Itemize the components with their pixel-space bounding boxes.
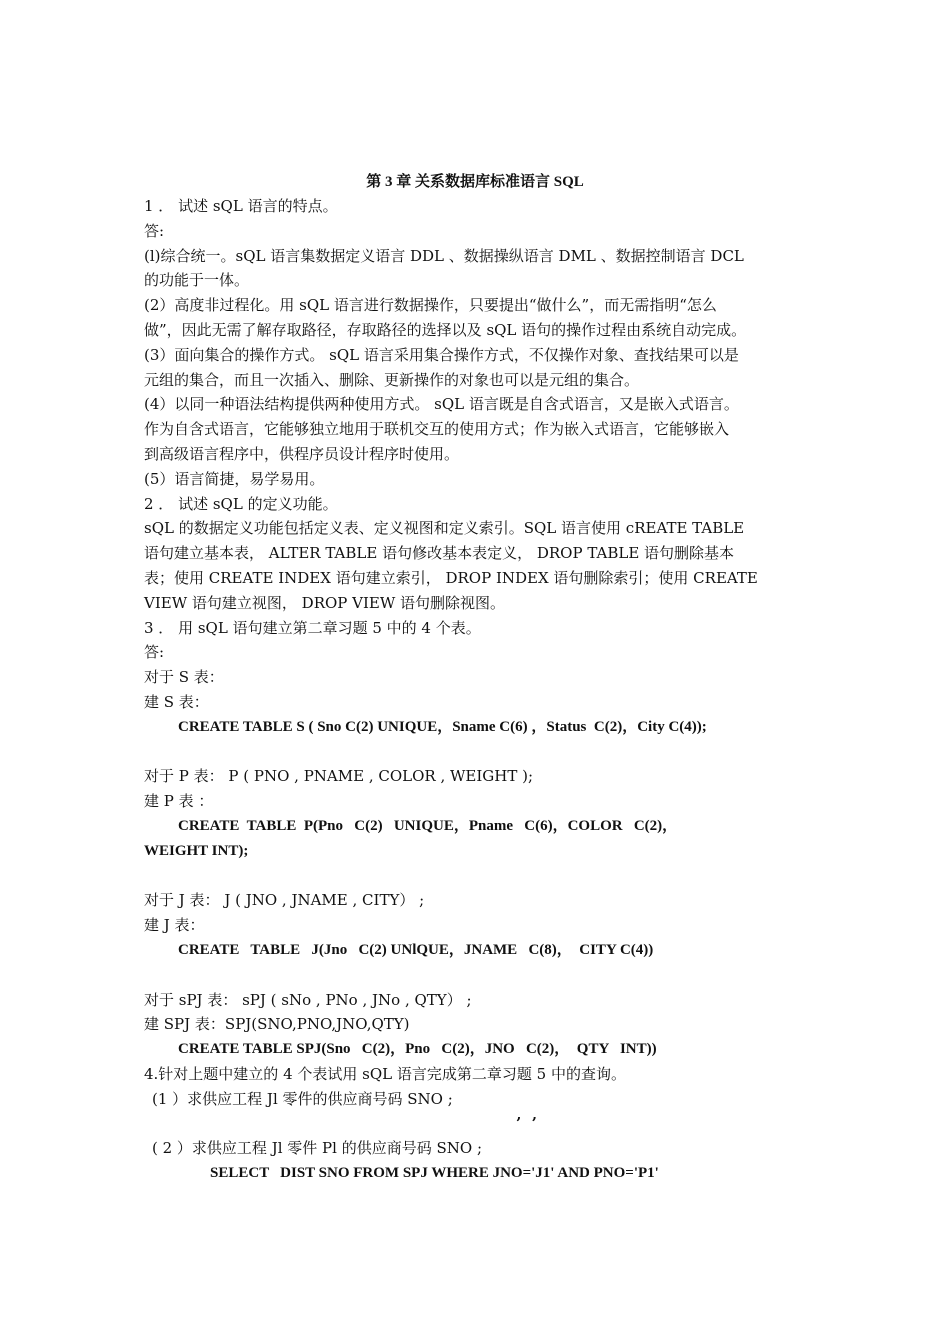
table-j-create-label: 建 J 表：	[144, 916, 205, 935]
table-spj-create-label: 建 SPJ 表：SPJ(SNO,PNO,JNO,QTY)	[144, 1015, 410, 1034]
paragraph-line: 表；使用 CREATE INDEX 语句建立索引， DROP INDEX 语句删除索引；使用 CREATE	[144, 568, 758, 587]
blank-line	[144, 963, 810, 988]
sql-select-query-2: SELECT DIST SNO FROM SPJ WHERE JNO='J1' AND PNO='P1'	[210, 1165, 659, 1182]
table-p-heading: 对于 P 表： P ( PNO , PNAME , COLOR , WEIGHT );	[144, 767, 534, 786]
paragraph-line: (2）高度非过程化。用 sQL 语言进行数据操作，只要提出“做什么”，而无需指明“怎么	[144, 296, 717, 315]
sql-create-j: CREATE TABLE J(Jno C(2) UNlQUE，JNAME C(8)， CITY C(4))	[178, 941, 654, 958]
answer-label: 答:	[144, 221, 165, 240]
table-s-heading: 对于 S 表：	[144, 668, 224, 687]
paragraph-line: 作为自含式语言，它能够独立地用于联机交互的使用方式；作为嵌入式语言，它能够嵌入	[144, 420, 730, 439]
query-2: ( 2 ）求供应工程 Jl 零件 Pl 的供应商号码 SNO ;	[152, 1139, 482, 1158]
question-2: 2 ． 试述 sQL 的定义功能。	[144, 494, 338, 513]
stray-marks: ’ ’	[516, 1114, 537, 1133]
paragraph-line: (4）以同一种语法结构提供两种使用方式。 sQL 语言既是自含式语言，又是嵌入式语言。	[144, 395, 739, 414]
table-j-heading: 对于 J 表： J ( JNO , JNAME , CITY） ;	[144, 891, 425, 910]
question-3: 3 ． 用 sQL 语句建立第二章习题 5 中的 4 个表。	[144, 618, 481, 637]
paragraph-line: 做”，因此无需了解存取路径，存取路径的选择以及 sQL 语句的操作过程由系统自动完成。	[144, 320, 747, 339]
blank-line	[144, 740, 810, 765]
answer-label: 答:	[144, 643, 165, 662]
table-spj-heading: 对于 sPJ 表： sPJ ( sNo , PNo , JNo , QTY） ;	[144, 990, 472, 1009]
paragraph-line: (l)综合统一。sQL 语言集数据定义语言 DDL 、数据操纵语言 DML 、数据控制语言 DCL	[144, 246, 744, 265]
question-1: 1 ． 试述 sQL 语言的特点。	[144, 197, 338, 215]
paragraph-line: (5）语言简捷，易学易用。	[144, 469, 325, 488]
sql-create-p: CREATE TABLE P(Pno C(2) UNIQUE，Pname C(6)，COLOR C(2)，	[178, 817, 678, 834]
paragraph-line: VIEW 语句建立视图， DROP VIEW 语句删除视图。	[144, 593, 506, 612]
chapter-title: 第 3 章 关系数据库标准语言 SQL	[366, 174, 584, 190]
query-1: (1 ）求供应工程 Jl 零件的供应商号码 SNO ;	[152, 1089, 453, 1108]
table-s-create-label: 建 S 表：	[144, 692, 209, 711]
paragraph-line: (3）面向集合的操作方式。 sQL 语言采用集合操作方式，不仅操作对象、查找结果可以是	[144, 345, 739, 364]
paragraph-line: 到高级语言程序中，供程序员设计程序时使用。	[144, 444, 460, 463]
paragraph-line: 元组的集合，而且一次插入、删除、更新操作的对象也可以是元组的集合。	[144, 370, 640, 389]
blank-line	[144, 864, 810, 889]
paragraph-line: sQL 的数据定义功能包括定义表、定义视图和定义索引。SQL 语言使用 cREATE TABLE	[144, 519, 745, 538]
sql-create-s: CREATE TABLE S ( Sno C(2) UNIQUE，Sname C(6) ，Status C(2)，City C(4));	[178, 718, 707, 735]
question-4: 4.针对上题中建立的 4 个表试用 sQL 语言完成第二章习题 5 中的查询。	[144, 1064, 626, 1083]
table-p-create-label: 建 P 表 ：	[144, 792, 214, 811]
paragraph-line: 语句建立基本表， ALTER TABLE 语句修改基本表定义， DROP TABLE 语句删除基本	[144, 544, 735, 563]
paragraph-line: 的功能于一体。	[144, 271, 250, 290]
document-body	[144, 194, 810, 1186]
sql-create-p-cont: WEIGHT INT);	[144, 842, 249, 859]
sql-create-spj: CREATE TABLE SPJ(Sno C(2)，Pno C(2)，JNO C(2)， QTY INT))	[178, 1041, 657, 1058]
